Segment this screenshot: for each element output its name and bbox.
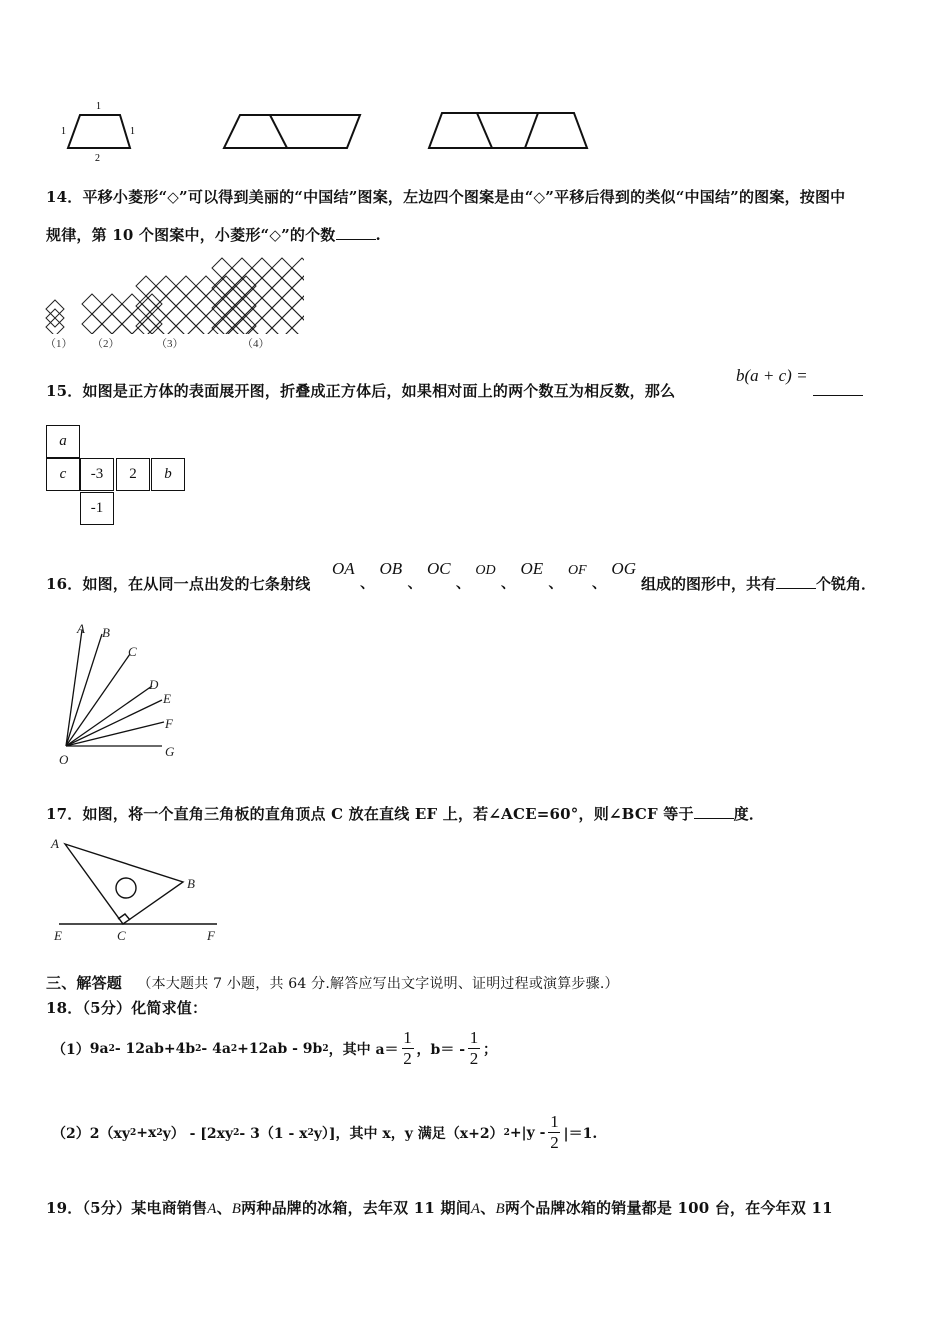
q17-text xyxy=(46,803,764,824)
q19-text-c: 两个品牌冰箱的销量都是 100 台，在今年双 11 xyxy=(504,1199,833,1217)
q16-text xyxy=(46,573,310,594)
net-cell-neg3: -3 xyxy=(80,458,114,491)
net-cell-c: c xyxy=(46,458,80,491)
q16-text-b: 组成的图形中，共有 xyxy=(641,575,777,593)
trap-label-right: 1 xyxy=(130,126,135,137)
trap-label-bottom: 2 xyxy=(95,153,100,164)
q17-label-A: A xyxy=(51,836,59,851)
q18-p2-expr-e: y）]，其中 x，y 满足（x+2） xyxy=(313,1125,504,1142)
net-cell-b: b xyxy=(151,458,185,491)
q19-text: 19．（5分）某电商销售A、B两种品牌的冰箱，去年双 11 期间A、B两个品牌冰箱的销量都是 100 台，在今年双 11 xyxy=(46,1199,833,1217)
top-figures xyxy=(40,95,620,165)
ray-sep: 、 xyxy=(501,576,516,592)
q14-caption-3: （3） xyxy=(156,338,184,350)
trap-label-top: 1 xyxy=(96,101,101,112)
ray-OG: OG xyxy=(611,559,636,578)
label-F: F xyxy=(165,716,173,731)
q16-text-a: 16．如图，在从同一点出发的七条射线 xyxy=(46,575,311,593)
ray-sep: 、 xyxy=(592,576,607,592)
ray-OA: OA xyxy=(332,559,355,578)
net-cell-2: 2 xyxy=(116,458,150,491)
section3-note: （本大题共 7 小题，共 64 分.解答应写出文字说明、证明过程或演算步骤.） xyxy=(137,976,619,992)
diamond-pattern-3 xyxy=(136,276,256,334)
q18-p1-end: ； xyxy=(483,1041,498,1058)
q18-p2-expr-c: y） - [2xy xyxy=(162,1125,234,1142)
fraction-one-half: $\frac{1}{2}$ xyxy=(403,1028,412,1068)
label-A: A xyxy=(77,621,85,636)
q18-p1-label: （1） xyxy=(52,1041,90,1058)
q15-expression: b(a + c) = xyxy=(736,366,808,385)
q18-p1-b: ，b＝ - xyxy=(416,1041,466,1058)
q15-text xyxy=(46,380,675,401)
q16-text-tail xyxy=(641,573,876,594)
q18-part2: （2） 2（xy 2 +x 2 y） - [2xy 2 - 3（1 - x 2 y）]，其中 x，y 满足（x+2） 2 +|y - $\frac{1}{2}$ |＝1. xyxy=(52,1112,598,1152)
q14-caption-1: （1） xyxy=(45,338,73,350)
label-G: G xyxy=(165,744,175,759)
q18-p1-expr-a: 9a xyxy=(89,1040,109,1057)
q14-text-a: 规律，第 10 个图案中，小菱形“◇”的个数 xyxy=(46,226,336,244)
q19-text-a: 19．（5分）某电商销售 xyxy=(46,1199,208,1217)
section3-heading xyxy=(46,972,619,993)
label-D: D xyxy=(149,677,159,692)
q17-triangle-figure xyxy=(45,832,230,947)
q17-label-F: F xyxy=(207,928,215,943)
three-parallelogram-figure xyxy=(429,113,587,148)
q14-text-line2 xyxy=(46,224,381,245)
net-cell-neg1: -1 xyxy=(80,492,114,525)
q19-brand-A: A xyxy=(207,1201,217,1217)
trapezoid-figure xyxy=(68,115,130,148)
q18-head: 18．（5分）化简求值： xyxy=(46,999,208,1017)
label-E: E xyxy=(163,691,171,706)
q14-caption-4: （4） xyxy=(242,338,270,350)
ray-OD: OD xyxy=(475,563,496,578)
q18-p2-expr-d: - 3（1 - x xyxy=(239,1125,308,1142)
q17-answer-blank[interactable] xyxy=(694,804,734,819)
q15-answer-blank[interactable] xyxy=(813,381,863,396)
q19-text-b: 两种品牌的冰箱，去年双 11 期间 xyxy=(241,1199,471,1217)
q16-ray-list xyxy=(332,559,636,592)
q14-answer-blank[interactable] xyxy=(336,225,376,240)
q19-brand-B: B xyxy=(231,1201,242,1217)
q18-p2-expr-g: |＝1. xyxy=(563,1125,598,1142)
q14-diamond-patterns xyxy=(44,252,304,334)
q16-rays-figure xyxy=(50,618,190,768)
q18-p1-where: ，其中 a＝ xyxy=(328,1041,399,1058)
q18-p1-expr-c: - 4a xyxy=(201,1040,231,1057)
q18-p2-expr-b: +x xyxy=(136,1124,157,1141)
q17-label-B: B xyxy=(187,876,195,891)
q14-text-b: . xyxy=(375,226,381,244)
q18-p1-expr-b: - 12ab+4b xyxy=(114,1040,196,1057)
q16-answer-blank[interactable] xyxy=(776,574,816,589)
two-parallelogram-figure xyxy=(224,115,360,148)
ray-OC: OC xyxy=(426,559,451,578)
trap-label-left: 1 xyxy=(61,126,66,137)
q18-part1: （1） 9a 2 - 12ab+4b 2 - 4a 2 +12ab - 9b 2 ，其中 a＝ $\frac{1}{2}$ ，b＝ - $\frac{1}{2}$ ； xyxy=(52,1028,498,1068)
label-O: O xyxy=(59,752,69,767)
label-C: C xyxy=(128,644,137,659)
q14-text-line1: 14．平移小菱形“◇”可以得到美丽的“中国结”图案，左边四个图案是由“◇”平移后得到的类似“中国结”的图案，按图中 xyxy=(46,188,846,206)
q17-text-a: 17．如图，将一个直角三角板的直角顶点 C 放在直线 EF 上，若∠ACE=60°，则∠BCF 等于 xyxy=(46,805,694,823)
ray-sep: 、 xyxy=(360,576,375,592)
q18-p1-expr-d: +12ab - 9b xyxy=(237,1040,323,1057)
net-cell-a: a xyxy=(46,425,80,458)
ray-OF: OF xyxy=(567,563,587,578)
q17-label-C: C xyxy=(117,928,126,943)
diamond-pattern-1 xyxy=(46,300,64,334)
q15-question: 15．如图是正方体的表面展开图，折叠成正方体后，如果相对面上的两个数互为相反数，那么 xyxy=(46,382,676,400)
q18-p2-expr-a: 2（xy xyxy=(89,1125,130,1142)
ray-sep: 、 xyxy=(407,576,422,592)
ray-OB: OB xyxy=(379,559,403,578)
ray-sep: 、 xyxy=(456,576,470,592)
q16-text-c: 个锐角． xyxy=(816,575,877,593)
fraction-one-half: $\frac{1}{2}$ xyxy=(550,1112,559,1152)
q17-text-b: 度． xyxy=(733,805,765,823)
section3-title: 三、解答题 xyxy=(46,974,123,992)
ray-OE: OE xyxy=(520,559,544,578)
fraction-one-half: $\frac{1}{2}$ xyxy=(469,1028,479,1068)
q18-p2-label: （2） xyxy=(52,1125,90,1142)
q17-label-E: E xyxy=(54,928,62,943)
label-B: B xyxy=(102,625,110,640)
q14-caption-2: （2） xyxy=(92,338,120,350)
q18-p2-expr-f: +|y - xyxy=(509,1124,546,1141)
ray-sep: 、 xyxy=(548,576,563,592)
